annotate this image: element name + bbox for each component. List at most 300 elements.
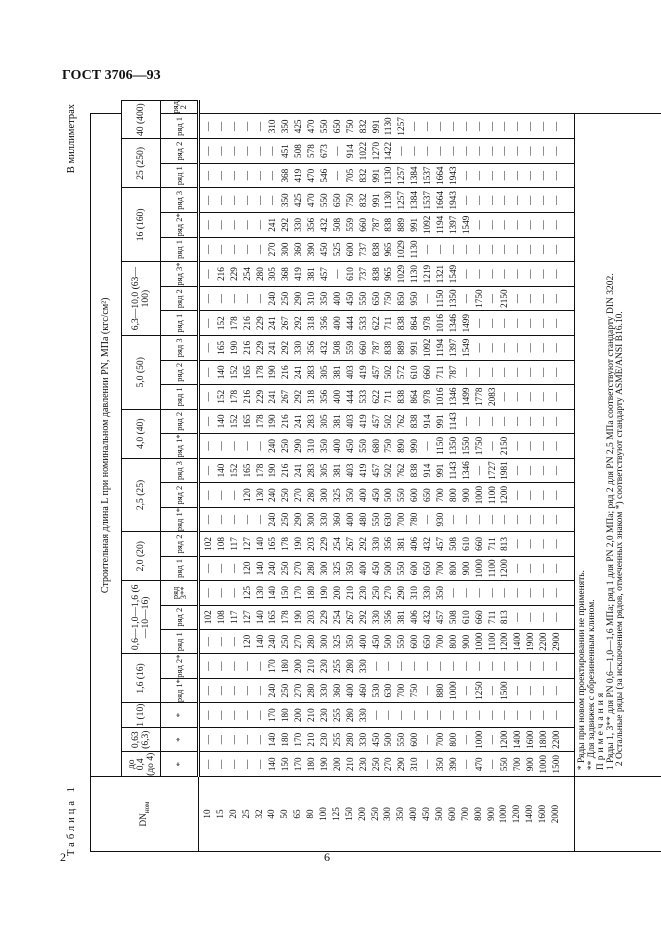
length-value: 400: [344, 683, 355, 698]
length-value: 1257: [396, 166, 407, 185]
dn-value: 900: [485, 807, 496, 821]
length-value: 990: [409, 439, 420, 453]
length-value: 425: [293, 193, 304, 208]
length-value: 180: [306, 585, 317, 600]
length-value: 457: [370, 414, 381, 429]
length-value: 178: [254, 463, 265, 478]
dn-value: 450: [421, 807, 432, 821]
length-column: [199, 703, 575, 727]
length-value: 381: [331, 463, 342, 478]
length-value: —: [267, 171, 278, 181]
length-value: 255: [331, 708, 342, 723]
length-value: 356: [319, 389, 330, 404]
length-value: 1130: [383, 191, 394, 210]
length-column: [199, 114, 575, 139]
length-value: 305: [267, 267, 278, 281]
length-value: 457: [319, 267, 330, 281]
length-value: —: [254, 686, 265, 696]
length-value: —: [473, 367, 484, 377]
length-value: 838: [370, 242, 381, 257]
page-number-left: 2: [60, 850, 66, 864]
length-value: 800: [447, 561, 458, 576]
length-value: 550: [357, 439, 368, 453]
length-value: —: [460, 367, 471, 377]
length-value: 1500: [551, 755, 562, 774]
length-value: 630: [383, 512, 394, 527]
length-value: —: [215, 195, 226, 205]
length-value: 750: [409, 683, 420, 698]
length-value: —: [203, 441, 213, 451]
length-value: 270: [383, 757, 394, 772]
length-value: 419: [293, 168, 304, 183]
length-value: —: [499, 195, 510, 205]
length-value: —: [228, 735, 239, 745]
length-value: 750: [344, 193, 355, 208]
length-value: 350: [344, 561, 355, 576]
length-value: 500: [383, 488, 394, 502]
length-value: —: [551, 146, 562, 156]
length-value: 190: [293, 610, 304, 625]
length-value: 240: [267, 512, 278, 527]
pressure-group-header: 2,0 (20): [122, 532, 161, 581]
length-value: —: [215, 220, 226, 230]
length-value: 403: [344, 463, 355, 478]
length-value: 630: [383, 683, 394, 698]
dn-value: 700: [459, 807, 470, 821]
length-value: 140: [215, 365, 226, 380]
length-value: —: [241, 244, 252, 255]
length-value: 350: [280, 193, 291, 208]
series-header: ряд 1*: [161, 507, 199, 531]
dn-value: 10: [202, 809, 212, 819]
length-value: —: [525, 343, 536, 353]
length-value: 283: [306, 414, 317, 429]
length-value: —: [512, 146, 523, 156]
length-value: 140: [215, 463, 226, 478]
length-value: —: [396, 710, 407, 720]
units-label: В миллиметрах: [66, 104, 77, 174]
length-value: —: [538, 612, 549, 622]
length-value: —: [525, 121, 536, 131]
length-value: 356: [306, 217, 317, 232]
length-value: 180: [280, 708, 291, 723]
length-value: —: [228, 490, 239, 500]
length-value: 914: [344, 144, 355, 158]
length-value: 140: [254, 610, 265, 625]
length-value: 300: [280, 242, 291, 257]
length-value: —: [331, 269, 342, 279]
length-value: —: [215, 146, 226, 156]
length-value: —: [512, 563, 523, 573]
length-value: 1550: [460, 436, 471, 456]
length-value: —: [435, 146, 446, 156]
length-value: 310: [409, 585, 420, 600]
length-value: 330: [422, 585, 433, 600]
length-value: 457: [435, 537, 446, 551]
length-value: —: [409, 710, 420, 720]
length-value: 400: [331, 439, 342, 453]
length-value: 610: [344, 267, 355, 281]
length-value: —: [241, 686, 252, 696]
length-value: 737: [357, 242, 368, 257]
length-value: 508: [331, 217, 342, 232]
length-value: —: [473, 146, 484, 156]
length-value: 360: [331, 683, 342, 698]
length-value: 400: [357, 561, 368, 576]
length-column: [199, 409, 575, 434]
length-value: 400: [331, 389, 342, 404]
length-value: —: [241, 710, 252, 720]
length-value: 403: [344, 414, 355, 429]
length-value: —: [460, 514, 471, 525]
length-value: —: [460, 195, 471, 205]
length-value: 325: [331, 634, 342, 649]
length-value: —: [499, 416, 510, 426]
length-value: —: [525, 661, 536, 671]
length-value: 832: [357, 193, 368, 208]
length-value: 550: [396, 634, 407, 649]
length-value: —: [383, 661, 394, 671]
length-value: 229: [228, 267, 239, 281]
length-value: —: [254, 195, 265, 205]
pressure-group-header: 1 (10): [122, 703, 161, 727]
length-value: —: [203, 710, 213, 720]
length-value: —: [203, 490, 213, 500]
length-value: —: [551, 490, 562, 500]
length-value: —: [228, 244, 239, 255]
dn-value: 200: [356, 807, 367, 821]
length-value: 1200: [499, 730, 510, 749]
length-value: 2200: [551, 730, 562, 749]
length-value: —: [473, 244, 484, 255]
length-value: —: [422, 514, 433, 525]
length-value: 210: [306, 732, 317, 747]
length-value: 991: [409, 340, 420, 355]
length-value: —: [486, 686, 497, 696]
length-value: 290: [293, 439, 304, 453]
length-value: —: [409, 121, 420, 131]
length-value: 700: [512, 757, 523, 772]
series-header: ряд 3: [161, 336, 199, 361]
length-value: —: [486, 367, 497, 377]
length-value: —: [241, 220, 252, 230]
length-value: 381: [396, 537, 407, 551]
length-value: 838: [383, 340, 394, 355]
length-value: 350: [319, 439, 330, 453]
length-value: 1100: [486, 632, 497, 651]
length-value: 290: [293, 291, 304, 306]
length-value: 1778: [473, 387, 484, 406]
length-value: 140: [267, 585, 278, 600]
length-value: —: [215, 637, 226, 647]
table-notes: [575, 114, 661, 777]
length-value: 1499: [460, 314, 471, 333]
length-value: —: [525, 539, 536, 549]
length-value: —: [215, 735, 226, 745]
length-value: —: [538, 171, 549, 181]
series-header: ряд 3: [161, 188, 199, 213]
length-value: —: [512, 465, 523, 476]
length-value: 292: [357, 610, 368, 625]
length-value: 864: [409, 389, 420, 404]
length-value: 350: [435, 757, 446, 772]
length-value: 292: [357, 537, 368, 551]
length-value: 780: [409, 512, 420, 527]
length-value: —: [473, 514, 484, 525]
length-value: —: [486, 195, 497, 205]
length-value: 102: [203, 537, 213, 551]
length-value: —: [538, 465, 549, 476]
length-value: 419: [357, 463, 368, 478]
length-value: 170: [293, 585, 304, 600]
length-value: —: [203, 686, 213, 696]
length-value: 500: [383, 561, 394, 576]
length-value: 229: [319, 537, 330, 551]
length-value: 165: [267, 610, 278, 625]
length-value: 210: [306, 659, 317, 674]
length-value: 1321: [435, 264, 446, 284]
length-value: —: [228, 588, 239, 598]
length-value: —: [525, 269, 536, 279]
length-value: 1200: [499, 559, 510, 578]
length-value: 508: [293, 144, 304, 158]
length-value: 680: [370, 439, 381, 453]
length-value: 216: [215, 267, 226, 281]
length-value: 711: [435, 365, 446, 380]
length-value: —: [370, 661, 381, 671]
length-value: 190: [267, 365, 278, 380]
dn-value: 80: [305, 809, 316, 819]
length-value: 356: [319, 316, 330, 331]
length-value: —: [203, 759, 213, 769]
length-value: —: [486, 661, 497, 671]
length-value: 1500: [499, 681, 510, 700]
length-value: —: [370, 710, 381, 720]
length-value: 250: [280, 683, 291, 698]
length-value: —: [551, 441, 562, 451]
length-value: 403: [344, 365, 355, 380]
length-value: 330: [357, 708, 368, 723]
length-value: 1000: [473, 632, 484, 651]
length-value: 1750: [473, 289, 484, 308]
length-value: 216: [280, 414, 291, 429]
series-header: ряд 2*: [161, 213, 199, 238]
note-line: 2 Остальные ряды (за исключением рядов, отмеченных знаком *) соответствуют стандарту ASME/ANSI B16.10.: [615, 311, 625, 767]
length-value: —: [473, 195, 484, 205]
length-column: [199, 311, 575, 336]
length-value: 241: [293, 463, 304, 478]
length-value: —: [460, 588, 471, 598]
series-header: ряд 1: [161, 237, 199, 262]
length-column: [199, 262, 575, 287]
length-column: [199, 188, 575, 213]
length-value: 450: [370, 732, 381, 747]
length-value: —: [551, 269, 562, 279]
length-value: —: [203, 465, 213, 476]
length-value: 419: [293, 267, 304, 281]
length-value: —: [241, 171, 252, 181]
length-value: 550: [499, 757, 510, 772]
length-value: 890: [396, 439, 407, 453]
length-value: —: [203, 318, 213, 328]
length-value: 406: [409, 537, 420, 551]
length-value: —: [215, 294, 226, 304]
pressure-group-header: 4,0 (40): [122, 409, 161, 458]
length-value: —: [447, 588, 458, 598]
length-column: [199, 654, 575, 678]
length-value: 250: [280, 291, 291, 306]
length-value: 140: [254, 561, 265, 576]
length-value: —: [203, 269, 213, 279]
length-value: 230: [319, 659, 330, 674]
length-value: —: [551, 343, 562, 353]
length-value: 102: [203, 610, 213, 625]
length-value: 330: [357, 732, 368, 747]
length-value: —: [525, 392, 536, 402]
length-value: —: [460, 294, 471, 304]
length-column: [199, 483, 575, 508]
length-value: 216: [280, 365, 291, 380]
length-value: 1400: [512, 632, 523, 651]
length-column: [199, 532, 575, 556]
length-value: 267: [344, 537, 355, 551]
length-value: 1200: [499, 485, 510, 505]
length-value: —: [486, 294, 497, 304]
length-value: —: [525, 710, 536, 720]
length-column: [199, 581, 575, 605]
length-value: 1499: [460, 387, 471, 406]
length-value: 900: [525, 757, 536, 772]
length-value: —: [525, 146, 536, 156]
length-value: —: [254, 244, 265, 255]
length-value: 165: [241, 463, 252, 478]
length-value: 280: [344, 659, 355, 674]
length-value: —: [267, 195, 278, 205]
length-value: 991: [435, 414, 446, 429]
length-value: 200: [331, 585, 342, 600]
length-value: 230: [357, 585, 368, 600]
length-value: 1350: [447, 289, 458, 308]
length-column: [199, 629, 575, 654]
length-value: 280: [344, 732, 355, 747]
length-value: —: [512, 121, 523, 131]
length-value: —: [512, 195, 523, 205]
length-value: 241: [267, 389, 278, 404]
length-value: 508: [447, 610, 458, 625]
length-value: 230: [357, 757, 368, 772]
length-value: —: [551, 588, 562, 598]
length-value: 813: [499, 537, 510, 551]
length-value: 1092: [422, 338, 433, 357]
dn-header-sub: ном: [142, 801, 151, 814]
length-value: —: [525, 490, 536, 500]
dn-value: 100: [318, 807, 329, 821]
length-value: —: [512, 514, 523, 525]
length-value: 1943: [447, 191, 458, 210]
length-value: 930: [435, 512, 446, 527]
length-column: [199, 286, 575, 311]
length-value: 2200: [538, 632, 549, 651]
length-value: —: [512, 661, 523, 671]
length-value: 1600: [525, 730, 536, 749]
length-value: 165: [241, 365, 252, 380]
length-value: 500: [383, 732, 394, 747]
length-value: 381: [396, 610, 407, 625]
length-value: —: [215, 441, 226, 451]
length-value: —: [473, 588, 484, 598]
series-header: ряд 2: [161, 409, 199, 434]
length-value: 250: [280, 634, 291, 649]
length-value: 900: [460, 561, 471, 576]
length-value: —: [241, 514, 252, 525]
length-value: —: [241, 121, 252, 131]
length-value: 190: [319, 757, 330, 772]
length-value: 381: [331, 414, 342, 429]
length-value: 250: [280, 561, 291, 576]
length-column: [199, 678, 575, 703]
length-value: 610: [409, 365, 420, 380]
length-value: 700: [435, 561, 446, 576]
length-value: —: [512, 269, 523, 279]
length-value: —: [538, 146, 549, 156]
length-value: —: [538, 710, 549, 720]
length-value: —: [435, 710, 446, 720]
length-column: [199, 139, 575, 164]
length-value: —: [422, 294, 433, 304]
length-value: 711: [383, 316, 394, 330]
series-header: *: [161, 752, 199, 777]
pressure-group-header: 2,5 (25): [122, 458, 161, 532]
length-value: 310: [409, 757, 420, 772]
series-header: ряд 2: [161, 483, 199, 508]
length-value: 622: [370, 316, 381, 331]
length-value: 600: [409, 634, 420, 649]
length-value: —: [203, 367, 213, 377]
length-value: —: [512, 686, 523, 696]
length-value: —: [203, 735, 213, 745]
length-value: —: [460, 416, 471, 426]
length-value: 180: [280, 659, 291, 674]
length-value: 280: [306, 488, 317, 502]
length-value: 190: [319, 585, 330, 600]
dn-value: 2000: [550, 804, 561, 824]
length-value: —: [215, 490, 226, 500]
length-value: 310: [306, 439, 317, 453]
length-value: 1016: [435, 314, 446, 333]
length-value: —: [512, 392, 523, 402]
length-value: 832: [357, 168, 368, 183]
length-value: —: [512, 294, 523, 304]
length-value: —: [525, 171, 536, 181]
length-value: —: [499, 343, 510, 353]
length-value: 178: [280, 610, 291, 625]
length-value: 250: [280, 439, 291, 453]
length-value: —: [538, 686, 549, 696]
length-value: 280: [306, 561, 317, 576]
length-value: —: [215, 563, 226, 573]
dn-value: 350: [395, 807, 406, 821]
length-value: 270: [293, 561, 304, 576]
length-value: 120: [241, 561, 252, 576]
length-value: 991: [435, 463, 446, 478]
length-value: —: [551, 195, 562, 205]
length-value: —: [460, 146, 471, 156]
dn-value: 1000: [498, 804, 509, 824]
length-value: 889: [396, 340, 407, 355]
length-column: [199, 360, 575, 384]
length-value: 533: [357, 316, 368, 331]
length-value: —: [241, 441, 252, 451]
